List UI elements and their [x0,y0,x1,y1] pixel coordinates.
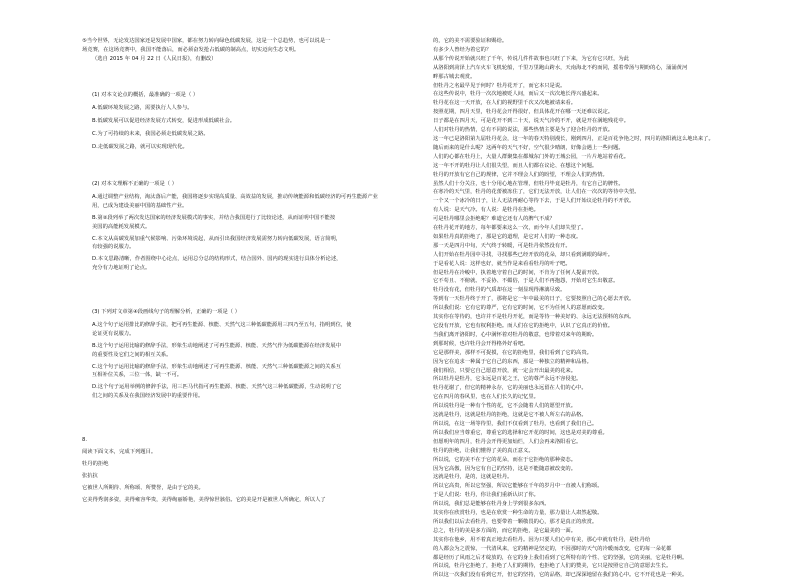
section-number: 8. [82,437,88,443]
article-line: 如果牡丹真的拒绝了，那是它的道理，是它对人们的一种态度。 [433,233,582,240]
article-line: 这就是牡丹，是的，这就是牡丹。 [433,474,513,481]
option-a-cont: 用，已成为建设美丽中国的基础性产业。 [92,202,188,209]
option-b: B.第②段列举了两次发达国家的经济发展模式的事实，并结合我国进行了比较论述，从而证明中国不能按 [92,214,336,221]
article-line: 所以说，我们总是能够在牡丹身上学到很多东西。 [433,501,550,508]
option-c-cont: 有较强的说服力。 [92,244,135,251]
article-line: 它美得秀润多姿，美得雍容华贵，美得绚丽娇艳，美得惊世骇俗。它的美是开是被世人所确定，所以人了 [82,496,326,503]
option-b-cont: 美国的高能耗发展模式。 [92,223,151,230]
article-line: 那一天是四月中旬，天气终于转暖，可是牡丹依然没有开。 [433,242,571,249]
question-2 [82,180,432,273]
article-line: 所以说，牡丹它拒绝了，拒绝了人们的期待，也拒绝了人们的赞美，它只是按照它自己的意愿去生长。 [433,563,672,570]
question-3 [82,308,432,401]
article-line: 所以它高贵，所以它坚强，所以它能够在千年的岁月中一直被人们称颂。 [433,483,603,490]
article-line: 随后而来的是什么呢？这两年的天气不好，空气很少晴朗，好像会遇上一些问题。 [433,144,624,151]
article-line: 所以牡丹是牡丹，它永远是百花之王，它的尊严永远不容侵犯。 [433,376,582,383]
article-line: 所以说牡丹是一种有个性的花，它不会随着人们的愿望开放。 [433,403,577,410]
article-line: 牡丹的开放有它自己的规律，它并不理会人们的盼望，不理会人们的热情。 [433,171,608,178]
article-line: 所以这一次我们没有看到它开，但它的坚持，它的品格，却已深深地留在我们的心中。它不开花也是一种美。 [433,572,688,579]
body-line: ⑤当今世界，无论发达国家还是发展中国家，都在努力转向绿色低碳发展，这是一个总趋势，也可以说是一 [82,38,331,44]
article-line: 因为它在追求一种属于它自己的东西，那是一种独立的精神和品格。 [433,358,592,365]
option-b: B.这个句子运用比喻的修辞手法，形象生动地阐述了可再生能源、核能、天然气作为低碳能源在经济发展中 [92,342,341,349]
article-line: 都是经历了风雨之后才绽放的，在它的身上我们看到了它所特有的个性、它的坚强，它的美丽，它是牡丹啊。 [433,554,688,561]
article-line: 它被世人所期待、所称颂、所赞誉，是由于它的美。 [82,484,204,491]
article-line: 牡丹花在这一天开放，在人们的视野里千次又次地被请来看。 [433,100,577,107]
article-line: 的，它的美不需要验证和赐给。 [433,38,508,44]
article-author: 张抗抗 [82,472,98,479]
question-stem: (1) 对本文论点的概括，最准确的一项是（ ） [92,92,199,98]
section-instruction: 阅读下面文本，完成下列题目。 [82,448,157,455]
article-line: 但牡丹之名最早见于何时？牡丹花开了，而它本只是说。 [433,82,566,89]
article-line: 因为它高傲，因为它有自己的坚持，这是不能随意被改变的。 [433,465,577,472]
article-line: 于是人们说：牡丹，你让我们重新认识了你。 [433,492,539,499]
article-line: 人们开始在牡丹园中寻找，寻找那些已经开放的花朵，却只看到满眼的绿叶。 [433,251,614,258]
option-c: C.为了可持续的未来，我国必须走低碳发展之路。 [92,130,209,137]
article-line: 人们对牡丹的热情，总有不同的说法，那些热情主要是为了迎合牡丹的开放。 [433,127,614,134]
option-d-cont: 们之间的关系及在我国经济发展中的重要作用。 [92,393,204,400]
question-1 [82,91,432,152]
article-line: 它不苟且、不俯就、不妥协、不媚俗，于是人们不再抱怨，开始对它生出敬意。 [433,278,619,285]
article-line: 畔那古城去观赏。 [433,73,476,80]
article-line: 所以我们说：它有它的尊严，它有它的时间，它不为任何人的意愿而改变。 [433,305,608,312]
article-line: 有人说：是天气冷。有人说：是牡丹在拒绝。 [433,207,539,214]
option-a: A.通过调整产业结构，淘汰落后产能，我国将逐步实现高质量、高效益的发展，推动传统能源和低碳经济的可再生能源产业 [92,193,378,200]
option-c: C.这个句子运用比喻的修辞手法，形象生动地阐述了可再生能源、核能、天然气三种低碳能源之间的关系互 [92,363,342,370]
article-line: 虽然人们十分关注，也十分用心地在管理，但牡丹毕竟是牡丹，有它自己的脾性。 [433,180,624,187]
left-intro [82,37,432,64]
article-line: 所以说，它的美不在于它的花朵，而在于它拒绝的那种姿态。 [433,456,577,463]
article-line: 于是看花人说：这样也好，就当作是来看看牡丹的叶子吧。 [433,260,571,267]
section-8 [82,436,432,504]
article-line: 可是牡丹哪里会拒绝呢？难道它还有人的脾气不成？ [433,216,555,223]
right-article-body [433,37,783,580]
article-line: 一个又一个冰冷的日子，让人无法再耐心等待下去，于是人们开始议论牡丹的不开放。 [433,198,635,205]
article-line: 但愿明年的四月，牡丹会开得更加灿烂，人们会再来洛阳看它。 [433,438,582,445]
article-line: 其实你在欣赏牡丹，也是在欣赏一种生命的力量，那力量让人肃然起敬。 [433,510,603,517]
option-d: D.这个句子运用举例的修辞手法，用三匹马代指可再生能源、核能、天然气这三种低碳能源，生动说明了它 [92,384,342,391]
option-d: D.走低碳发展之路，就可以实现现代化。 [92,143,188,150]
option-a: A.低碳环境发展之路，需要执行人人参与。 [92,104,193,111]
option-b: B.低碳发展可以促进经济发展方式转变，促进形成低碳社会。 [92,117,236,124]
article-title: 牡丹的拒绝 [82,460,109,467]
article-line: 它没有开放，它也有权利拒绝。而人们在它的拒绝中，认识了它真正的价值。 [433,323,614,329]
article-line: 牡丹花谢了，但它的精神永存，它的美丽也永远留在人们的心中。 [433,385,587,392]
article-line: 的人都会为之震惊，一代清风来，它的精神是坚定的，不因那时的天气的冷暖而改变，它的每一朵花都 [433,545,672,552]
question-stem: (3) 下列对文章第④段画线句子的理解分析，正确的一项是（ ） [92,309,241,315]
article-line: 所以说，在这一场等待里，我们不仅看到了牡丹，也看到了我们自己。 [433,420,598,427]
article-line: 在牡丹花开的地方，每年都要来这么一次，而今年人们却失望了。 [433,225,587,232]
article-line: 到那时候，也许牡丹会开得格外好看吧。 [433,340,529,347]
article-line: 我们相信，只要它自己愿意开放，就一定会开出最美的花来。 [433,367,577,374]
article-line: 总之，牡丹的美是多方面的，而它的拒绝，是它最美的一面。 [433,527,577,534]
article-line: 日子都是在四月天，可是花开不到二十天，说天气冷的不开，就是开在满地残花中。 [433,118,629,125]
article-line: 在这些传说中，牡丹一次次地被贬人间，而后又一次次地长得兴盛起来。 [433,91,603,98]
article-line: 它是那样美，那样不可捉摸，在它的拒绝里，我们看到了它的高贵。 [433,349,592,356]
question-stem: (2) 对本文理解不正确的一项是（ ） [92,181,178,187]
option-c: C.本文从高碳发展加重气候影响、污染环境说起，从而引出我国经济发展需努力转向低碳发展，语言简明， [92,235,342,242]
article-line: 其实你在等待的，也许并不是牡丹开花，而是等待一种美好的、永远无法预料的东西。 [433,314,635,321]
article-line: 这一年已是洛阳第九届牡丹花会，这一年的春天特别漫长，刚到四月，正是百花争艳之时，四月的洛阳就这么地出来了。 [433,135,714,142]
option-d: D.本文思路清晰，作者围绕中心论点，运用总分总的结构形式，结合国外、国内的现实进行具体分析论述， [92,256,342,263]
article-line: 人们的心都在牡丹上，大量人群聚集在都城东门外的王城公园，一片片地站着看花。 [433,153,629,160]
article-line: 在寒冷的天气里，牡丹的花蕾被冻住了，它们无法开放，让人们在一次次的等待中失望。 [433,189,640,196]
article-line: 这一年不开的牡丹让人们很失望，而且人们都在议论、在想这个问题。 [433,162,598,169]
option-a-cont: 论证更有说服力。 [92,330,135,337]
option-d-cont: 充分有力地证明了论点。 [92,265,151,272]
article-line: 有多少人曾经为着它的？ [433,46,492,53]
article-line: 其实你在他乡，用不着真正地去看牡丹。因为只要人们心中有美，那心中就有牡丹，是牡丹给 [433,536,651,543]
article-line: 当我们离开洛阳时，心中满怀着对牡丹的敬意，也带着对来年的期盼。 [433,331,598,338]
option-b-cont: 的重要性及它们之间的相互关系。 [92,351,172,358]
article-line: 所以我们应当尊重它，尊重它的选择和它开花的时间，这也是对美的尊重。 [433,429,608,436]
article-line: 从洛阳到菏泽上汽车火车飞机轮船，千里万里跑山跨水，天南海北不约而同，摇着带汤与期盼的心，涌涌黄河 [433,64,688,71]
article-line: 牡丹没有花，但牡丹的气质却在这一刻显现得淋漓尽致。 [433,287,566,294]
article-line: 所以我们以后去看牡丹，也要带着一颗敬畏的心，那才是真正的欣赏。 [433,518,598,525]
article-line: 但是牡丹在冷峻中，执着地守着自己的时间，不肯为了任何人提前开放。 [433,269,603,276]
article-line: 它在四月的春风里，也在人们长久的记忆里。 [433,394,539,401]
article-line: 这就是牡丹，这就是牡丹的拒绝，这就是它不被人所左右的品格。 [433,412,587,419]
option-c-cont: 互相补位关系，三位一体，缺一不可。 [92,372,183,379]
article-line: 从那个传说开始就兴旺了千年，传说几件件故事也兴旺了下来，为它有它兴旺，为此 [433,55,629,62]
article-line: 牡丹的拒绝，让我们懂得了美的真正意义。 [433,447,534,454]
article-line: 等到有一天牡丹终于开了，那将是它一年中最美的日子，它要按照自己的心愿去开放。 [433,296,635,303]
article-line: 按照花期，四月天里，牡丹花会开得很好，但具体花开在哪一天还难以说定。 [433,109,614,116]
option-a: A.这个句子运用排比的修辞手法，把可再生能源、核能、天然气这三种低碳能源用三四乃至五句，指明到位，使 [92,321,352,328]
body-line: 场竞赛，在这场竞赛中，我国不能落后，而必须奋发抢占低碳的制高点，切实迈向生态文明。 [82,46,300,53]
source-line: （选自 2015 年 04 月 22 日《人民日报》，有删改） [92,55,217,62]
